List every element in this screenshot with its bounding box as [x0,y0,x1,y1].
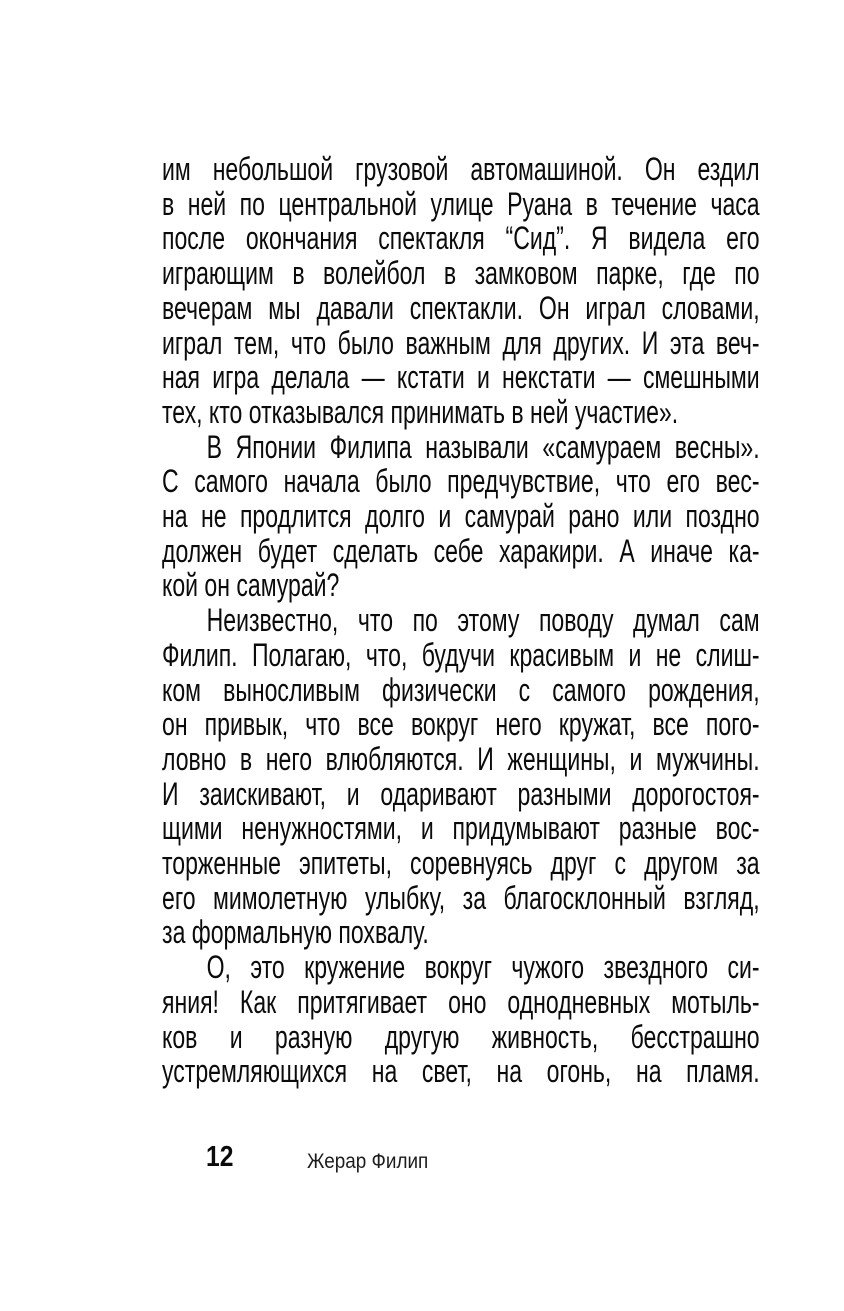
running-title: Жерар Филип [307,1150,429,1173]
text-line: О, это кружение вокруг чужого звездного си- [206,949,760,986]
text-line: играл тем, что было важным для других. И эта веч- [162,324,760,361]
text-line: Филип. Полагаю, что, будучи красивым и не слиш- [162,636,760,673]
text-line: ловно в него влюбляются. И женщины, и мужчины. [162,740,760,777]
text-line: в ней по центральной улице Руана в течение часа [162,185,760,222]
text-line: Неизвестно, что по этому поводу думал сам [206,602,760,639]
text-line: ная игра делала — кстати и некстати — смешными [162,359,760,396]
text-line: В Японии Филипа называли «самураем весны». [206,428,760,465]
text-line: за формальную похвалу. [162,914,429,951]
text-line: на не продлится долго и самурай рано или поздно [162,498,760,535]
text-line: яния! Как притягивает оно однодневных мотыль- [162,983,760,1020]
text-line: играющим в волейбол в замковом парке, где по [162,255,760,292]
text-line: он привык, что все вокруг него кружат, все пого- [162,706,760,743]
text-line: должен будет сделать себе харакири. А иначе ка- [162,532,760,569]
text-line: ком выносливым физически с самого рождения, [162,671,760,708]
text-line: устремляющихся на свет, на огонь, на пламя. [162,1053,760,1090]
text-line: кой он самурай? [162,567,340,604]
text-line: И заискивают, и одаривают разными дорогостоя- [162,775,760,812]
text-line: им небольшой грузовой автомашиной. Он ездил [162,151,760,187]
text-line: С самого начала было предчувствие, что его вес- [162,463,760,500]
body-text [162,152,760,1089]
text-line: вечерам мы давали спектакли. Он играл словами, [162,289,760,326]
text-line: ков и разную другую живность, бесстрашно [162,1018,760,1055]
text-line: щими ненужностями, и придумывают разные вос- [162,810,760,847]
page-number: 12 [206,1141,234,1173]
text-line: его мимолетную улыбку, за благосклонный взгляд, [162,879,760,916]
text-line: тех, кто отказывался принимать в ней участие». [162,393,679,430]
text-line: торженные эпитеты, соревнуясь друг с другом за [162,845,760,882]
text-line: после окончания спектакля “Сид”. Я видела его [162,220,760,257]
